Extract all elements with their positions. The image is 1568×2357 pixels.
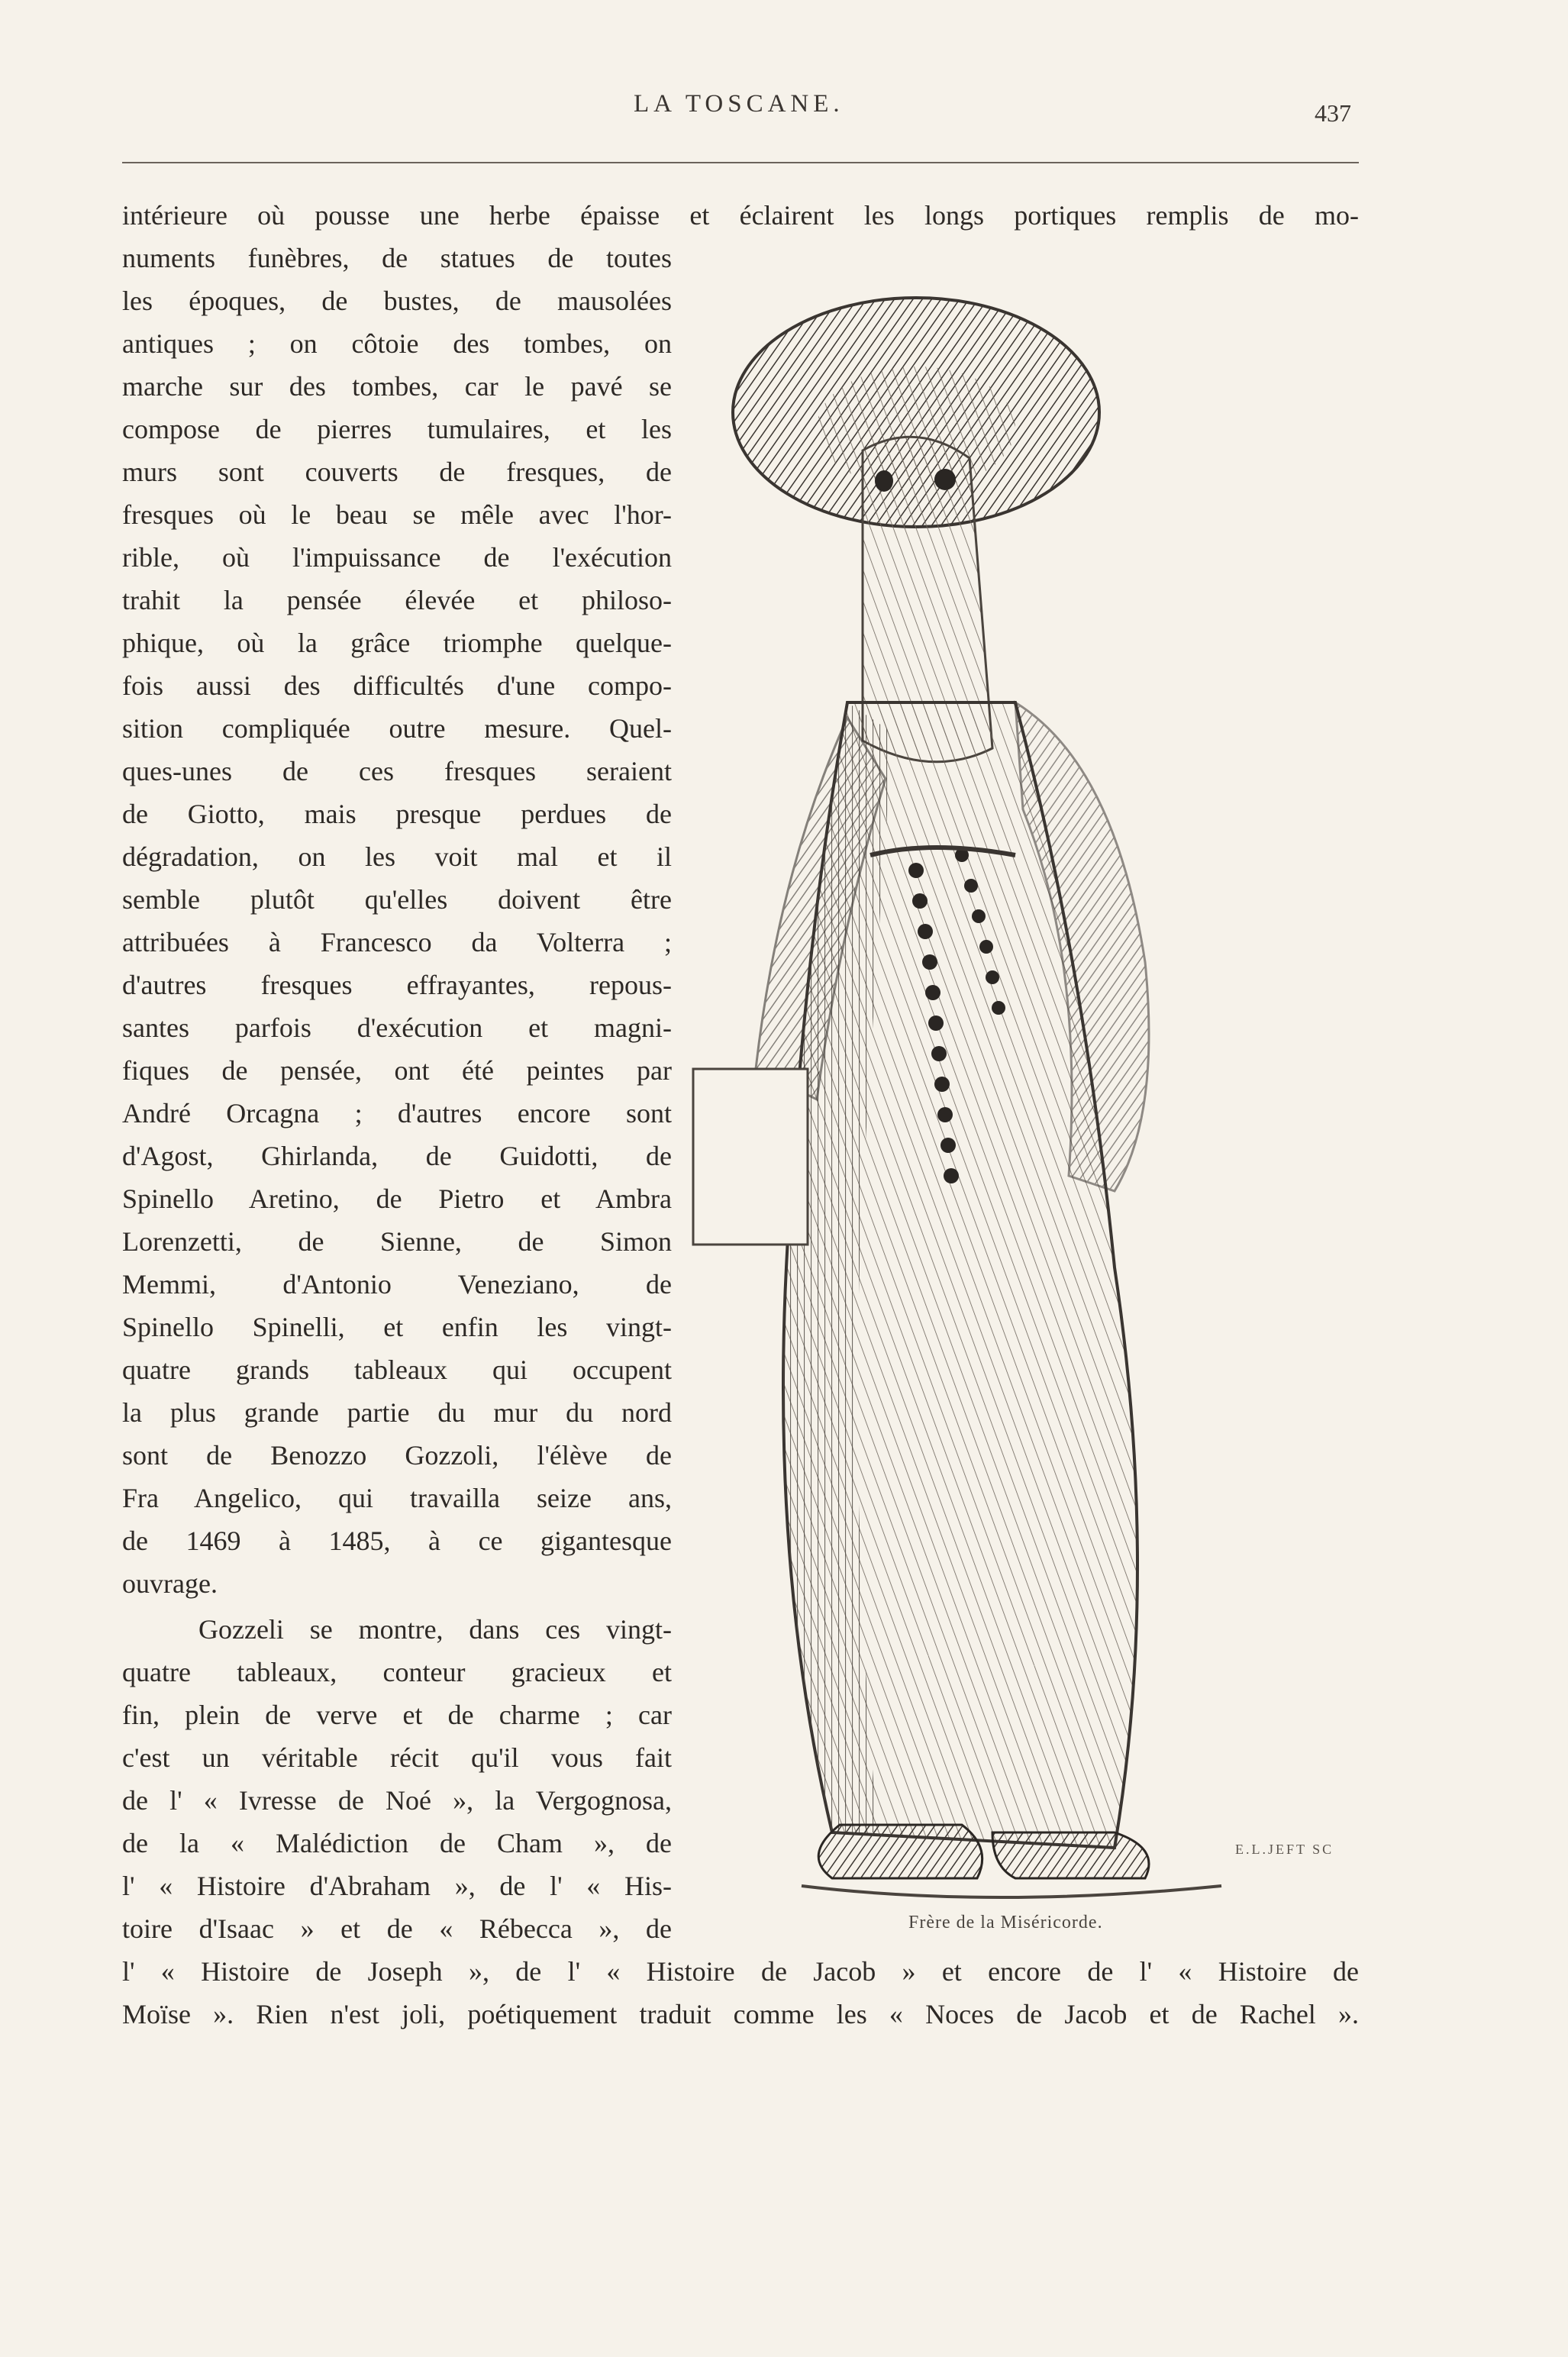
illustration-caption: Frère de la Miséricorde. — [908, 1913, 1103, 1932]
text-line: dégradation, on les voit mal et il — [122, 841, 672, 872]
text-line: André Orcagna ; d'autres encore sont — [122, 1098, 672, 1128]
text-line: numents funèbres, de statues de toutes — [122, 243, 672, 273]
running-head: LA TOSCANE. — [634, 90, 844, 118]
text-line: attribuées à Francesco da Volterra ; — [122, 927, 672, 957]
text-line: marche sur des tombes, car le pavé se — [122, 371, 672, 402]
text-line: quatre grands tableaux qui occupent — [122, 1354, 672, 1385]
text-line: antiques ; on côtoie des tombes, on — [122, 328, 672, 359]
text-line: Gozzeli se montre, dans ces vingt- — [198, 1614, 672, 1645]
header-rule — [122, 162, 1359, 163]
engraver-signature: E.L.JEFT SC — [1235, 1842, 1334, 1857]
text-line: d'autres fresques effrayantes, repous- — [122, 970, 672, 1000]
text-line: Memmi, d'Antonio Veneziano, de — [122, 1269, 672, 1300]
friar-engraving-illustration — [687, 275, 1359, 1916]
text-line: rible, où l'impuissance de l'exécution — [122, 542, 672, 573]
text-line: de l' « Ivresse de Noé », la Vergognosa, — [122, 1785, 672, 1816]
text-line: trahit la pensée élevée et philoso- — [122, 585, 672, 615]
text-line: fin, plein de verve et de charme ; car — [122, 1700, 672, 1730]
text-line: Spinello Spinelli, et enfin les vingt- — [122, 1312, 672, 1342]
text-line: de la « Malédiction de Cham », de — [122, 1828, 672, 1858]
text-line: toire d'Isaac » et de « Rébecca », de — [122, 1913, 672, 1944]
text-line: sont de Benozzo Gozzoli, l'élève de — [122, 1440, 672, 1471]
text-line: d'Agost, Ghirlanda, de Guidotti, de — [122, 1141, 672, 1171]
text-line: Lorenzetti, de Sienne, de Simon — [122, 1226, 672, 1257]
text-line: sition compliquée outre mesure. Quel- — [122, 713, 672, 744]
text-line: ouvrage. — [122, 1568, 218, 1599]
text-line: de Giotto, mais presque perdues de — [122, 799, 672, 829]
text-line: la plus grande partie du mur du nord — [122, 1397, 672, 1428]
text-line: c'est un véritable récit qu'il vous fait — [122, 1742, 672, 1773]
text-line: ques-unes de ces fresques seraient — [122, 756, 672, 786]
text-line: intérieure où pousse une herbe épaisse et éclairent les longs portiques remplis de mo- — [122, 200, 1359, 231]
text-line: l' « Histoire d'Abraham », de l' « His- — [122, 1871, 672, 1901]
text-line: phique, où la grâce triomphe quelque- — [122, 628, 672, 658]
text-line: les époques, de bustes, de mausolées — [122, 286, 672, 316]
text-line: de 1469 à 1485, à ce gigantesque — [122, 1526, 672, 1556]
text-line: l' « Histoire de Joseph », de l' « Histoire de Jacob » et encore de l' « Histoire de — [122, 1956, 1359, 1987]
text-line: fiques de pensée, ont été peintes par — [122, 1055, 672, 1086]
text-line: murs sont couverts de fresques, de — [122, 457, 672, 487]
text-line: Fra Angelico, qui travailla seize ans, — [122, 1483, 672, 1513]
text-line: Spinello Aretino, de Pietro et Ambra — [122, 1183, 672, 1214]
page-number: 437 — [1315, 99, 1351, 127]
text-line: compose de pierres tumulaires, et les — [122, 414, 672, 444]
text-line: santes parfois d'exécution et magni- — [122, 1012, 672, 1043]
text-line: quatre tableaux, conteur gracieux et — [122, 1657, 672, 1687]
text-line: Moïse ». Rien n'est joli, poétiquement traduit comme les « Noces de Jacob et de Rachel ». — [122, 1999, 1359, 2029]
text-line: semble plutôt qu'elles doivent être — [122, 884, 672, 915]
text-line: fois aussi des difficultés d'une compo- — [122, 670, 672, 701]
text-line: fresques où le beau se mêle avec l'hor- — [122, 499, 672, 530]
